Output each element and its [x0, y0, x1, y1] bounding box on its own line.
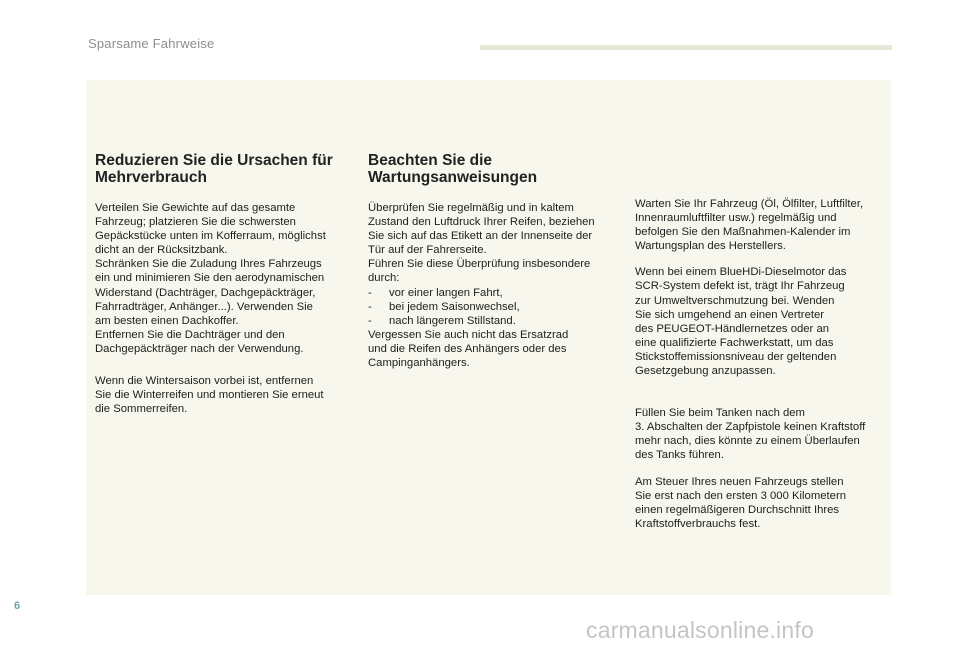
list-item — [368, 314, 630, 328]
text-line: Sie sich umgehend an einen Vertreter — [635, 308, 825, 321]
text-line: Verteilen Sie Gewichte auf das gesamte — [95, 202, 296, 214]
heading-line: Wartungsanweisungen — [368, 169, 538, 186]
text-line: befolgen Sie den Maßnahmen-Kalender im — [635, 226, 851, 239]
text-line: Sie sich auf das Etikett an der Innenseite der — [368, 230, 593, 243]
column-reduce-consumption — [95, 152, 357, 416]
list-item-text: bei jedem Saisonwechsel, — [389, 300, 520, 313]
text-line: des PEUGEOT-Händlernetzes oder an — [635, 322, 830, 335]
bullet-dash: - — [368, 314, 372, 327]
heading-line: Mehrverbrauch — [95, 169, 207, 186]
text-line: SCR-System defekt ist, trägt Ihr Fahrzeug — [635, 280, 845, 293]
list-item — [368, 300, 630, 314]
paragraph-winter-tyres — [95, 374, 357, 416]
paragraph-refuelling — [635, 406, 890, 462]
text-line: Vergessen Sie auch nicht das Ersatzrad — [368, 328, 569, 341]
text-line: am besten einen Dachkoffer. — [95, 314, 239, 327]
text-line: Schränken Sie die Zuladung Ihres Fahrzeugs — [95, 258, 322, 271]
column-maintenance — [368, 152, 630, 370]
text-line: Gepäckstücke unten im Kofferraum, möglichst — [95, 230, 326, 243]
text-line: Sie erst nach den ersten 3 000 Kilometern — [635, 489, 847, 502]
text-line: Fahrzeug; platzieren Sie die schwersten — [95, 216, 296, 229]
watermark: carmanualsonline.info — [586, 617, 814, 643]
text-line: Überprüfen Sie regelmäßig und in kaltem — [368, 202, 574, 214]
text-line: Dachgepäckträger nach der Verwendung. — [95, 342, 304, 355]
heading-line: Beachten Sie die — [368, 152, 493, 169]
bullet-dash: - — [368, 286, 372, 299]
text-line: Wenn bei einem BlueHDi-Dieselmotor das — [635, 266, 847, 279]
text-line: 3. Abschalten der Zapfpistole keinen Kraftstoff — [635, 421, 866, 434]
text-line: Zustand den Luftdruck Ihrer Reifen, beziehen — [368, 216, 595, 229]
header-accent-bar — [480, 45, 892, 50]
paragraph-scr-system — [635, 265, 890, 378]
paragraph-weight — [95, 201, 357, 356]
paragraph-tyre-pressure — [368, 201, 630, 370]
text-line: Kraftstoffverbrauchs fest. — [635, 517, 761, 530]
text-line: Warten Sie Ihr Fahrzeug (Öl, Ölfilter, Luftfilter, — [635, 198, 864, 210]
section-title: Sparsame Fahrweise — [88, 36, 215, 51]
text-line: durch: — [368, 272, 400, 285]
text-line: zur Umweltverschmutzung bei. Wenden — [635, 294, 835, 307]
text-line: Führen Sie diese Überprüfung insbesondere — [368, 258, 591, 271]
heading-maintenance — [368, 152, 630, 186]
text-line: Fahrradträger, Anhänger...). Verwenden Sie — [95, 300, 313, 313]
paragraph-new-vehicle — [635, 475, 890, 531]
list-item-text: vor einer langen Fahrt, — [389, 286, 503, 299]
text-line: Stickstoffemissionsniveau der geltenden — [635, 350, 837, 363]
bullet-dash: - — [368, 300, 372, 313]
text-line: Entfernen Sie die Dachträger und den — [95, 328, 285, 341]
text-line: und die Reifen des Anhängers oder des — [368, 342, 567, 355]
text-line: Wenn die Wintersaison vorbei ist, entfernen — [95, 375, 314, 388]
column-maintenance-continued — [635, 197, 890, 531]
paragraph-service-schedule — [635, 197, 890, 253]
text-line: Füllen Sie beim Tanken nach dem — [635, 407, 805, 420]
text-line: einen regelmäßigeren Durchschnitt Ihres — [635, 503, 840, 516]
text-line: Wartungsplan des Herstellers. — [635, 240, 786, 253]
heading-reduce-consumption — [95, 152, 357, 186]
text-line: mehr nach, dies könnte zu einem Überlaufen — [635, 435, 860, 448]
text-line: Widerstand (Dachträger, Dachgepäckträger, — [95, 286, 316, 299]
heading-line: Reduzieren Sie die Ursachen für — [95, 152, 333, 169]
list-item-text: nach längerem Stillstand. — [389, 314, 516, 327]
text-line: dicht an der Rücksitzbank. — [95, 244, 228, 257]
page-number: 6 — [14, 600, 21, 612]
text-line: eine qualifizierte Fachwerkstatt, um das — [635, 336, 834, 349]
text-line: die Sommerreifen. — [95, 403, 188, 416]
text-line: Tür auf der Fahrerseite. — [368, 244, 487, 257]
text-line: Sie die Winterreifen und montieren Sie erneut — [95, 389, 324, 402]
list-item — [368, 286, 630, 300]
text-line: ein und minimieren Sie den aerodynamischen — [95, 272, 325, 285]
text-line: Campinganhängers. — [368, 357, 470, 370]
text-line: des Tanks führen. — [635, 449, 724, 462]
text-line: Gesetzgebung anzupassen. — [635, 365, 776, 378]
text-line: Innenraumluftfilter usw.) regelmäßig und — [635, 212, 837, 225]
text-line: Am Steuer Ihres neuen Fahrzeugs stellen — [635, 475, 844, 488]
